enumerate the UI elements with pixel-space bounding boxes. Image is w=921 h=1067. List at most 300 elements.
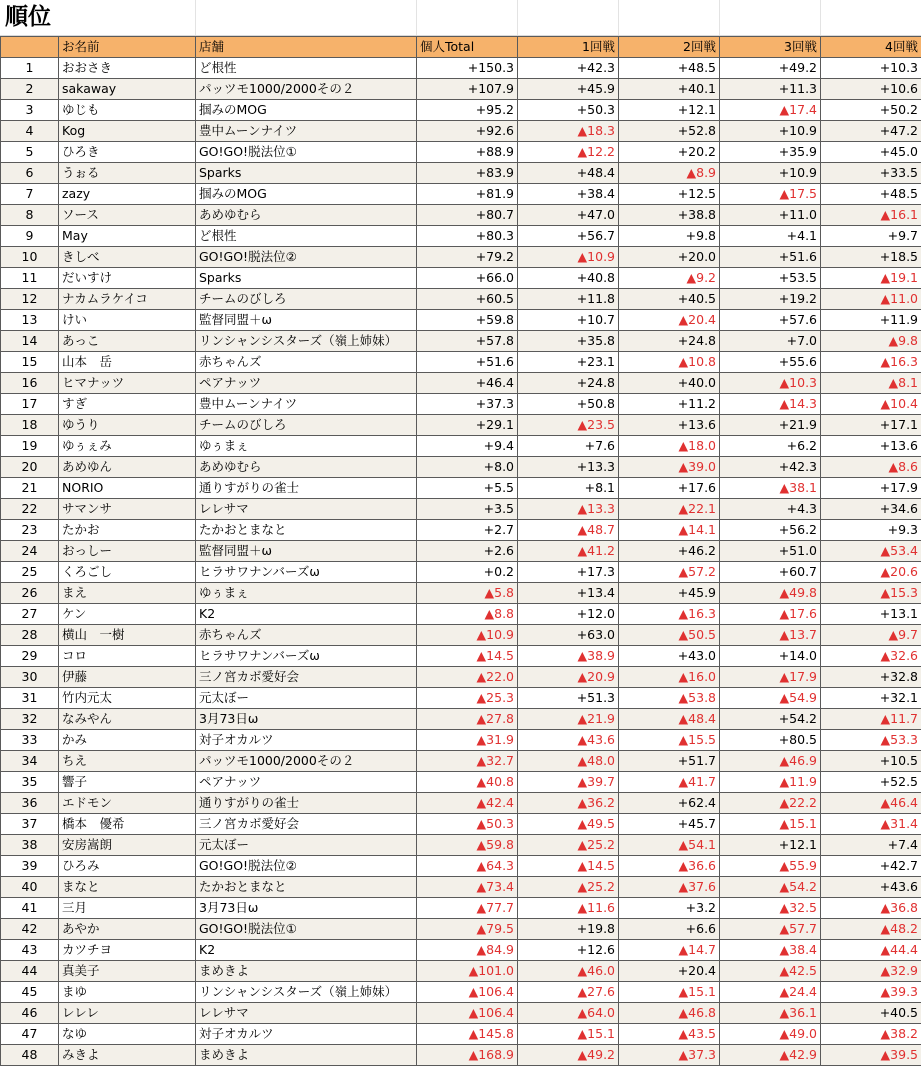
- name-cell[interactable]: たかお: [59, 520, 196, 541]
- round-4-cell[interactable]: ▲19.1: [821, 268, 921, 289]
- store-cell[interactable]: まめきよ: [196, 1045, 417, 1066]
- round-2-cell[interactable]: ▲57.2: [619, 562, 720, 583]
- rank-cell[interactable]: 47: [1, 1024, 59, 1045]
- store-cell[interactable]: 掴みのMOG: [196, 184, 417, 205]
- round-2-cell[interactable]: ▲15.1: [619, 982, 720, 1003]
- name-cell[interactable]: だいすけ: [59, 268, 196, 289]
- name-cell[interactable]: まなと: [59, 877, 196, 898]
- round-1-cell[interactable]: ▲13.3: [518, 499, 619, 520]
- round-3-cell[interactable]: ▲15.1: [720, 814, 821, 835]
- round-3-cell[interactable]: ▲36.1: [720, 1003, 821, 1024]
- total-cell[interactable]: +88.9: [417, 142, 518, 163]
- total-cell[interactable]: ▲32.7: [417, 751, 518, 772]
- name-cell[interactable]: ソース: [59, 205, 196, 226]
- round-1-cell[interactable]: +47.0: [518, 205, 619, 226]
- round-1-cell[interactable]: +63.0: [518, 625, 619, 646]
- total-cell[interactable]: +107.9: [417, 79, 518, 100]
- round-1-cell[interactable]: ▲38.9: [518, 646, 619, 667]
- rank-cell[interactable]: 9: [1, 226, 59, 247]
- rank-cell[interactable]: 11: [1, 268, 59, 289]
- round-4-cell[interactable]: ▲46.4: [821, 793, 921, 814]
- name-cell[interactable]: 真美子: [59, 961, 196, 982]
- round-1-cell[interactable]: ▲12.2: [518, 142, 619, 163]
- round-2-cell[interactable]: +52.8: [619, 121, 720, 142]
- round-2-cell[interactable]: +40.5: [619, 289, 720, 310]
- rank-cell[interactable]: 3: [1, 100, 59, 121]
- rank-cell[interactable]: 12: [1, 289, 59, 310]
- total-cell[interactable]: ▲5.8: [417, 583, 518, 604]
- header-store[interactable]: 店舗: [196, 37, 417, 58]
- round-3-cell[interactable]: ▲32.5: [720, 898, 821, 919]
- round-4-cell[interactable]: ▲39.5: [821, 1045, 921, 1066]
- round-1-cell[interactable]: +50.8: [518, 394, 619, 415]
- store-cell[interactable]: ゆぅまぇ: [196, 436, 417, 457]
- round-3-cell[interactable]: +35.9: [720, 142, 821, 163]
- round-3-cell[interactable]: +60.7: [720, 562, 821, 583]
- store-cell[interactable]: ど根性: [196, 226, 417, 247]
- total-cell[interactable]: ▲31.9: [417, 730, 518, 751]
- round-4-cell[interactable]: ▲16.1: [821, 205, 921, 226]
- total-cell[interactable]: +0.2: [417, 562, 518, 583]
- total-cell[interactable]: +95.2: [417, 100, 518, 121]
- name-cell[interactable]: まゆ: [59, 982, 196, 1003]
- round-4-cell[interactable]: +52.5: [821, 772, 921, 793]
- total-cell[interactable]: ▲145.8: [417, 1024, 518, 1045]
- round-3-cell[interactable]: +11.0: [720, 205, 821, 226]
- round-1-cell[interactable]: ▲41.2: [518, 541, 619, 562]
- round-4-cell[interactable]: ▲11.7: [821, 709, 921, 730]
- store-cell[interactable]: GO!GO!脱法位②: [196, 856, 417, 877]
- round-4-cell[interactable]: +17.9: [821, 478, 921, 499]
- round-3-cell[interactable]: +21.9: [720, 415, 821, 436]
- total-cell[interactable]: +9.4: [417, 436, 518, 457]
- total-cell[interactable]: ▲10.9: [417, 625, 518, 646]
- round-1-cell[interactable]: +38.4: [518, 184, 619, 205]
- round-4-cell[interactable]: +32.8: [821, 667, 921, 688]
- round-4-cell[interactable]: ▲53.3: [821, 730, 921, 751]
- name-cell[interactable]: ゆぅぇみ: [59, 436, 196, 457]
- store-cell[interactable]: たかおとまなと: [196, 877, 417, 898]
- rank-cell[interactable]: 10: [1, 247, 59, 268]
- name-cell[interactable]: 横山 一樹: [59, 625, 196, 646]
- round-4-cell[interactable]: ▲31.4: [821, 814, 921, 835]
- name-cell[interactable]: なゆ: [59, 1024, 196, 1045]
- store-cell[interactable]: 監督同盟＋ω: [196, 541, 417, 562]
- round-1-cell[interactable]: +7.6: [518, 436, 619, 457]
- round-1-cell[interactable]: ▲39.7: [518, 772, 619, 793]
- total-cell[interactable]: +2.6: [417, 541, 518, 562]
- total-cell[interactable]: ▲64.3: [417, 856, 518, 877]
- round-3-cell[interactable]: +53.5: [720, 268, 821, 289]
- round-4-cell[interactable]: +40.5: [821, 1003, 921, 1024]
- rank-cell[interactable]: 42: [1, 919, 59, 940]
- total-cell[interactable]: +51.6: [417, 352, 518, 373]
- round-1-cell[interactable]: ▲64.0: [518, 1003, 619, 1024]
- round-4-cell[interactable]: +32.1: [821, 688, 921, 709]
- store-cell[interactable]: 通りすがりの雀士: [196, 478, 417, 499]
- round-2-cell[interactable]: ▲14.7: [619, 940, 720, 961]
- round-1-cell[interactable]: +11.8: [518, 289, 619, 310]
- round-1-cell[interactable]: +19.8: [518, 919, 619, 940]
- rank-cell[interactable]: 19: [1, 436, 59, 457]
- header-total[interactable]: 個人Total: [417, 37, 518, 58]
- round-2-cell[interactable]: ▲20.4: [619, 310, 720, 331]
- rank-cell[interactable]: 4: [1, 121, 59, 142]
- store-cell[interactable]: チームのびしろ: [196, 289, 417, 310]
- rank-cell[interactable]: 8: [1, 205, 59, 226]
- rank-cell[interactable]: 31: [1, 688, 59, 709]
- round-4-cell[interactable]: +33.5: [821, 163, 921, 184]
- round-4-cell[interactable]: +7.4: [821, 835, 921, 856]
- round-2-cell[interactable]: +6.6: [619, 919, 720, 940]
- rank-cell[interactable]: 14: [1, 331, 59, 352]
- round-2-cell[interactable]: ▲43.5: [619, 1024, 720, 1045]
- round-4-cell[interactable]: +13.6: [821, 436, 921, 457]
- round-4-cell[interactable]: ▲44.4: [821, 940, 921, 961]
- round-3-cell[interactable]: ▲13.7: [720, 625, 821, 646]
- round-2-cell[interactable]: ▲18.0: [619, 436, 720, 457]
- total-cell[interactable]: ▲27.8: [417, 709, 518, 730]
- total-cell[interactable]: +5.5: [417, 478, 518, 499]
- round-1-cell[interactable]: +13.3: [518, 457, 619, 478]
- store-cell[interactable]: GO!GO!脱法位①: [196, 142, 417, 163]
- total-cell[interactable]: +37.3: [417, 394, 518, 415]
- round-1-cell[interactable]: ▲27.6: [518, 982, 619, 1003]
- store-cell[interactable]: 元太ぼー: [196, 688, 417, 709]
- store-cell[interactable]: K2: [196, 604, 417, 625]
- rank-cell[interactable]: 13: [1, 310, 59, 331]
- round-2-cell[interactable]: ▲39.0: [619, 457, 720, 478]
- total-cell[interactable]: +79.2: [417, 247, 518, 268]
- total-cell[interactable]: ▲106.4: [417, 1003, 518, 1024]
- name-cell[interactable]: レレレ: [59, 1003, 196, 1024]
- name-cell[interactable]: けい: [59, 310, 196, 331]
- round-4-cell[interactable]: ▲53.4: [821, 541, 921, 562]
- round-3-cell[interactable]: +4.1: [720, 226, 821, 247]
- total-cell[interactable]: ▲106.4: [417, 982, 518, 1003]
- total-cell[interactable]: +2.7: [417, 520, 518, 541]
- store-cell[interactable]: ゆぅまぇ: [196, 583, 417, 604]
- round-2-cell[interactable]: ▲46.8: [619, 1003, 720, 1024]
- name-cell[interactable]: 安房嵩朗: [59, 835, 196, 856]
- round-4-cell[interactable]: ▲8.1: [821, 373, 921, 394]
- round-2-cell[interactable]: +46.2: [619, 541, 720, 562]
- round-2-cell[interactable]: +45.7: [619, 814, 720, 835]
- total-cell[interactable]: ▲101.0: [417, 961, 518, 982]
- round-4-cell[interactable]: +10.3: [821, 58, 921, 79]
- rank-cell[interactable]: 27: [1, 604, 59, 625]
- round-3-cell[interactable]: +56.2: [720, 520, 821, 541]
- name-cell[interactable]: あめゆん: [59, 457, 196, 478]
- round-4-cell[interactable]: ▲16.3: [821, 352, 921, 373]
- round-3-cell[interactable]: +10.9: [720, 163, 821, 184]
- rank-cell[interactable]: 41: [1, 898, 59, 919]
- round-4-cell[interactable]: +18.5: [821, 247, 921, 268]
- name-cell[interactable]: エドモン: [59, 793, 196, 814]
- round-4-cell[interactable]: ▲10.4: [821, 394, 921, 415]
- name-cell[interactable]: zazy: [59, 184, 196, 205]
- rank-cell[interactable]: 44: [1, 961, 59, 982]
- rank-cell[interactable]: 35: [1, 772, 59, 793]
- store-cell[interactable]: 三ノ宮カボ愛好会: [196, 667, 417, 688]
- rank-cell[interactable]: 1: [1, 58, 59, 79]
- round-3-cell[interactable]: +49.2: [720, 58, 821, 79]
- round-1-cell[interactable]: ▲10.9: [518, 247, 619, 268]
- round-3-cell[interactable]: ▲38.4: [720, 940, 821, 961]
- round-1-cell[interactable]: +23.1: [518, 352, 619, 373]
- total-cell[interactable]: +60.5: [417, 289, 518, 310]
- name-cell[interactable]: おっしー: [59, 541, 196, 562]
- round-3-cell[interactable]: ▲17.5: [720, 184, 821, 205]
- round-1-cell[interactable]: ▲25.2: [518, 877, 619, 898]
- name-cell[interactable]: 山本 岳: [59, 352, 196, 373]
- round-2-cell[interactable]: +48.5: [619, 58, 720, 79]
- round-3-cell[interactable]: +14.0: [720, 646, 821, 667]
- round-1-cell[interactable]: ▲25.2: [518, 835, 619, 856]
- store-cell[interactable]: Sparks: [196, 268, 417, 289]
- name-cell[interactable]: サマンサ: [59, 499, 196, 520]
- round-2-cell[interactable]: +43.0: [619, 646, 720, 667]
- store-cell[interactable]: 元太ぼー: [196, 835, 417, 856]
- round-3-cell[interactable]: ▲11.9: [720, 772, 821, 793]
- rank-cell[interactable]: 46: [1, 1003, 59, 1024]
- store-cell[interactable]: パッツモ1000/2000その２: [196, 751, 417, 772]
- name-cell[interactable]: sakaway: [59, 79, 196, 100]
- total-cell[interactable]: +66.0: [417, 268, 518, 289]
- round-3-cell[interactable]: ▲46.9: [720, 751, 821, 772]
- round-4-cell[interactable]: +50.2: [821, 100, 921, 121]
- name-cell[interactable]: まえ: [59, 583, 196, 604]
- round-3-cell[interactable]: ▲42.9: [720, 1045, 821, 1066]
- round-3-cell[interactable]: +6.2: [720, 436, 821, 457]
- store-cell[interactable]: チームのびしろ: [196, 415, 417, 436]
- round-4-cell[interactable]: ▲11.0: [821, 289, 921, 310]
- round-4-cell[interactable]: +17.1: [821, 415, 921, 436]
- round-2-cell[interactable]: +3.2: [619, 898, 720, 919]
- store-cell[interactable]: GO!GO!脱法位②: [196, 247, 417, 268]
- rank-cell[interactable]: 2: [1, 79, 59, 100]
- round-1-cell[interactable]: ▲15.1: [518, 1024, 619, 1045]
- store-cell[interactable]: レレサマ: [196, 1003, 417, 1024]
- round-3-cell[interactable]: +51.0: [720, 541, 821, 562]
- name-cell[interactable]: カツチヨ: [59, 940, 196, 961]
- round-1-cell[interactable]: +10.7: [518, 310, 619, 331]
- store-cell[interactable]: あめゆむら: [196, 457, 417, 478]
- name-cell[interactable]: きしべ: [59, 247, 196, 268]
- rank-cell[interactable]: 43: [1, 940, 59, 961]
- round-1-cell[interactable]: ▲48.0: [518, 751, 619, 772]
- round-4-cell[interactable]: ▲9.8: [821, 331, 921, 352]
- store-cell[interactable]: GO!GO!脱法位①: [196, 919, 417, 940]
- name-cell[interactable]: おおさき: [59, 58, 196, 79]
- round-1-cell[interactable]: ▲48.7: [518, 520, 619, 541]
- round-3-cell[interactable]: +11.3: [720, 79, 821, 100]
- rank-cell[interactable]: 26: [1, 583, 59, 604]
- name-cell[interactable]: あっこ: [59, 331, 196, 352]
- rank-cell[interactable]: 20: [1, 457, 59, 478]
- round-1-cell[interactable]: +35.8: [518, 331, 619, 352]
- store-cell[interactable]: 3月73日ω: [196, 898, 417, 919]
- store-cell[interactable]: まめきよ: [196, 961, 417, 982]
- round-2-cell[interactable]: +20.2: [619, 142, 720, 163]
- name-cell[interactable]: 竹内元太: [59, 688, 196, 709]
- round-2-cell[interactable]: ▲48.4: [619, 709, 720, 730]
- name-cell[interactable]: ヒマナッツ: [59, 373, 196, 394]
- store-cell[interactable]: あめゆむら: [196, 205, 417, 226]
- total-cell[interactable]: +57.8: [417, 331, 518, 352]
- round-3-cell[interactable]: ▲55.9: [720, 856, 821, 877]
- round-2-cell[interactable]: +12.5: [619, 184, 720, 205]
- total-cell[interactable]: ▲59.8: [417, 835, 518, 856]
- round-4-cell[interactable]: ▲36.8: [821, 898, 921, 919]
- header-round-4[interactable]: 4回戦: [821, 37, 921, 58]
- store-cell[interactable]: リンシャンシスターズ（嶺上姉妹）: [196, 331, 417, 352]
- rank-cell[interactable]: 6: [1, 163, 59, 184]
- name-cell[interactable]: みきよ: [59, 1045, 196, 1066]
- name-cell[interactable]: NORIO: [59, 478, 196, 499]
- round-2-cell[interactable]: +20.0: [619, 247, 720, 268]
- round-4-cell[interactable]: ▲15.3: [821, 583, 921, 604]
- name-cell[interactable]: ゆうり: [59, 415, 196, 436]
- total-cell[interactable]: ▲79.5: [417, 919, 518, 940]
- rank-cell[interactable]: 37: [1, 814, 59, 835]
- header-rank[interactable]: [1, 37, 59, 58]
- name-cell[interactable]: あやか: [59, 919, 196, 940]
- round-3-cell[interactable]: +4.3: [720, 499, 821, 520]
- rank-cell[interactable]: 30: [1, 667, 59, 688]
- rank-cell[interactable]: 24: [1, 541, 59, 562]
- round-4-cell[interactable]: +42.7: [821, 856, 921, 877]
- total-cell[interactable]: ▲8.8: [417, 604, 518, 625]
- rank-cell[interactable]: 29: [1, 646, 59, 667]
- round-2-cell[interactable]: +13.6: [619, 415, 720, 436]
- name-cell[interactable]: ひろき: [59, 142, 196, 163]
- round-2-cell[interactable]: ▲8.9: [619, 163, 720, 184]
- store-cell[interactable]: ペアナッツ: [196, 373, 417, 394]
- round-1-cell[interactable]: +51.3: [518, 688, 619, 709]
- name-cell[interactable]: 橋本 優希: [59, 814, 196, 835]
- round-2-cell[interactable]: ▲50.5: [619, 625, 720, 646]
- round-4-cell[interactable]: +13.1: [821, 604, 921, 625]
- round-3-cell[interactable]: ▲54.9: [720, 688, 821, 709]
- round-1-cell[interactable]: ▲14.5: [518, 856, 619, 877]
- round-1-cell[interactable]: ▲21.9: [518, 709, 619, 730]
- rank-cell[interactable]: 48: [1, 1045, 59, 1066]
- round-2-cell[interactable]: ▲16.0: [619, 667, 720, 688]
- total-cell[interactable]: +3.5: [417, 499, 518, 520]
- round-2-cell[interactable]: ▲54.1: [619, 835, 720, 856]
- rank-cell[interactable]: 40: [1, 877, 59, 898]
- store-cell[interactable]: 三ノ宮カボ愛好会: [196, 814, 417, 835]
- name-cell[interactable]: 三月: [59, 898, 196, 919]
- name-cell[interactable]: なみやん: [59, 709, 196, 730]
- name-cell[interactable]: ゆじも: [59, 100, 196, 121]
- round-3-cell[interactable]: ▲17.9: [720, 667, 821, 688]
- rank-cell[interactable]: 16: [1, 373, 59, 394]
- name-cell[interactable]: 響子: [59, 772, 196, 793]
- round-4-cell[interactable]: +47.2: [821, 121, 921, 142]
- round-2-cell[interactable]: +45.9: [619, 583, 720, 604]
- round-3-cell[interactable]: +54.2: [720, 709, 821, 730]
- round-1-cell[interactable]: ▲43.6: [518, 730, 619, 751]
- rank-cell[interactable]: 21: [1, 478, 59, 499]
- total-cell[interactable]: ▲22.0: [417, 667, 518, 688]
- round-2-cell[interactable]: ▲37.3: [619, 1045, 720, 1066]
- round-4-cell[interactable]: +43.6: [821, 877, 921, 898]
- round-2-cell[interactable]: +62.4: [619, 793, 720, 814]
- name-cell[interactable]: うぉる: [59, 163, 196, 184]
- rank-cell[interactable]: 38: [1, 835, 59, 856]
- rank-cell[interactable]: 18: [1, 415, 59, 436]
- rank-cell[interactable]: 45: [1, 982, 59, 1003]
- total-cell[interactable]: +46.4: [417, 373, 518, 394]
- name-cell[interactable]: かみ: [59, 730, 196, 751]
- total-cell[interactable]: ▲168.9: [417, 1045, 518, 1066]
- round-1-cell[interactable]: ▲20.9: [518, 667, 619, 688]
- round-1-cell[interactable]: ▲11.6: [518, 898, 619, 919]
- store-cell[interactable]: ヒラサワナンバーズω: [196, 562, 417, 583]
- round-1-cell[interactable]: +40.8: [518, 268, 619, 289]
- round-4-cell[interactable]: +9.7: [821, 226, 921, 247]
- rank-cell[interactable]: 5: [1, 142, 59, 163]
- round-4-cell[interactable]: +9.3: [821, 520, 921, 541]
- rank-cell[interactable]: 33: [1, 730, 59, 751]
- round-3-cell[interactable]: +80.5: [720, 730, 821, 751]
- total-cell[interactable]: ▲42.4: [417, 793, 518, 814]
- store-cell[interactable]: ど根性: [196, 58, 417, 79]
- store-cell[interactable]: 赤ちゃんズ: [196, 352, 417, 373]
- store-cell[interactable]: Sparks: [196, 163, 417, 184]
- total-cell[interactable]: ▲84.9: [417, 940, 518, 961]
- round-3-cell[interactable]: +10.9: [720, 121, 821, 142]
- round-4-cell[interactable]: +34.6: [821, 499, 921, 520]
- total-cell[interactable]: +59.8: [417, 310, 518, 331]
- round-2-cell[interactable]: +40.1: [619, 79, 720, 100]
- store-cell[interactable]: パッツモ1000/2000その２: [196, 79, 417, 100]
- round-1-cell[interactable]: +45.9: [518, 79, 619, 100]
- store-cell[interactable]: 赤ちゃんズ: [196, 625, 417, 646]
- rank-cell[interactable]: 22: [1, 499, 59, 520]
- round-4-cell[interactable]: ▲9.7: [821, 625, 921, 646]
- rank-cell[interactable]: 23: [1, 520, 59, 541]
- round-3-cell[interactable]: ▲49.0: [720, 1024, 821, 1045]
- round-4-cell[interactable]: ▲32.9: [821, 961, 921, 982]
- round-3-cell[interactable]: ▲24.4: [720, 982, 821, 1003]
- round-1-cell[interactable]: +17.3: [518, 562, 619, 583]
- round-2-cell[interactable]: +40.0: [619, 373, 720, 394]
- rank-cell[interactable]: 17: [1, 394, 59, 415]
- round-1-cell[interactable]: +24.8: [518, 373, 619, 394]
- store-cell[interactable]: 掴みのMOG: [196, 100, 417, 121]
- round-3-cell[interactable]: ▲49.8: [720, 583, 821, 604]
- total-cell[interactable]: ▲50.3: [417, 814, 518, 835]
- round-2-cell[interactable]: ▲53.8: [619, 688, 720, 709]
- round-1-cell[interactable]: +8.1: [518, 478, 619, 499]
- round-2-cell[interactable]: +24.8: [619, 331, 720, 352]
- rank-cell[interactable]: 7: [1, 184, 59, 205]
- round-2-cell[interactable]: ▲41.7: [619, 772, 720, 793]
- name-cell[interactable]: コロ: [59, 646, 196, 667]
- store-cell[interactable]: 豊中ムーンナイツ: [196, 121, 417, 142]
- name-cell[interactable]: May: [59, 226, 196, 247]
- rank-cell[interactable]: 15: [1, 352, 59, 373]
- header-round-1[interactable]: 1回戦: [518, 37, 619, 58]
- round-4-cell[interactable]: +11.9: [821, 310, 921, 331]
- total-cell[interactable]: +8.0: [417, 457, 518, 478]
- total-cell[interactable]: +80.7: [417, 205, 518, 226]
- round-4-cell[interactable]: ▲39.3: [821, 982, 921, 1003]
- rank-cell[interactable]: 36: [1, 793, 59, 814]
